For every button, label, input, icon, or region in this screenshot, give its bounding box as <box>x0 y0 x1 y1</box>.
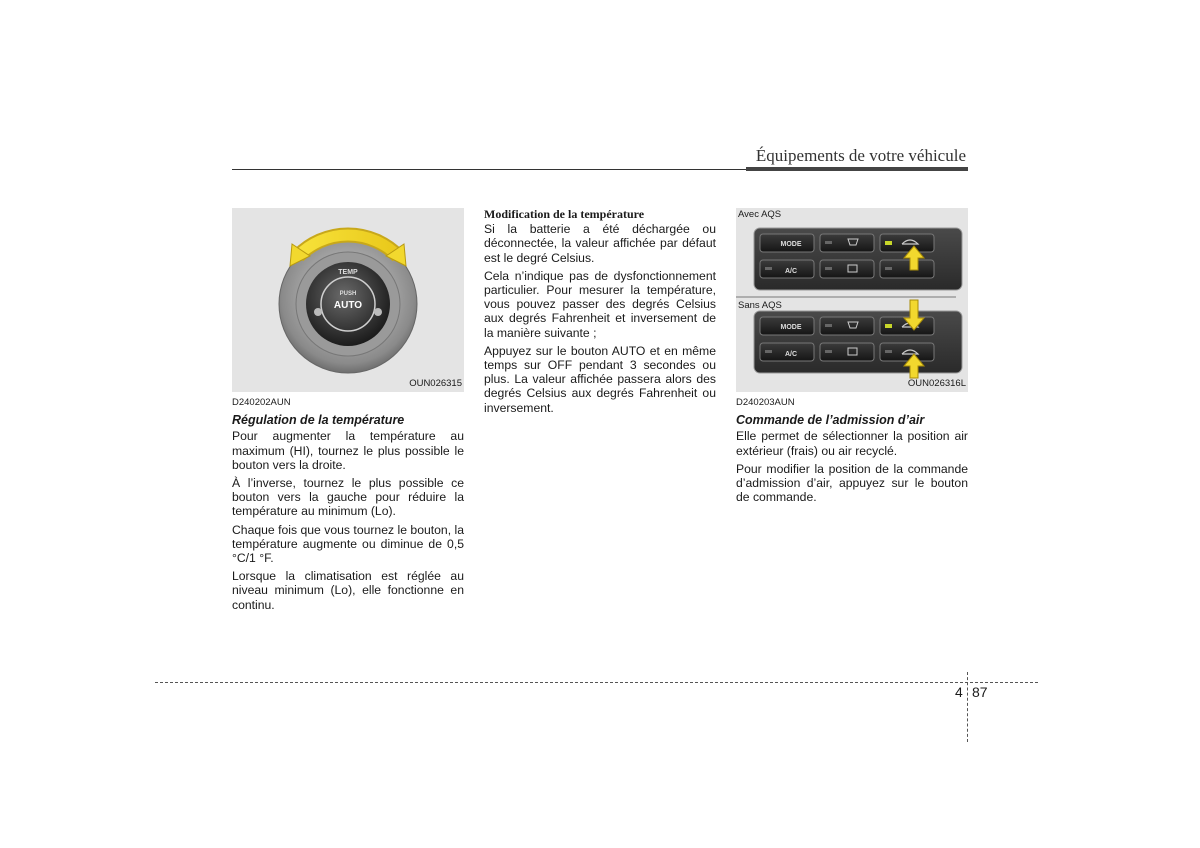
page-number: 87 <box>972 684 988 700</box>
knob-temp-label: TEMP <box>338 269 358 276</box>
figure-code-right: OUN026316L <box>907 378 966 389</box>
section-code: D240202AUN <box>232 397 291 408</box>
label-without-aqs: Sans AQS <box>738 300 782 311</box>
section-subtitle: Commande de l’admission d’air <box>736 413 925 428</box>
paragraph: Elle permet de sélectionner la position air extérieur (frais) ou air recyclé. <box>736 429 968 458</box>
paragraph: Pour modifier la position de la commande d’admission d’air, appuyez sur le bouton de commande. <box>736 461 968 505</box>
paragraph: Lorsque la climatisation est réglée au niveau minimum (Lo), elle fonctionne en continu. <box>232 569 464 612</box>
section-code: D240203AUN <box>736 397 795 408</box>
air-intake-figure <box>736 208 968 392</box>
temperature-knob-figure <box>232 208 464 392</box>
mode-button-label: MODE <box>780 241 802 248</box>
paragraph: Si la batterie a été déchargée ou déconnectée, la valeur affichée par défaut est le degré Celsius. <box>484 222 716 265</box>
section-subtitle: Régulation de la température <box>232 413 405 428</box>
ac-button-label-2: A/C <box>784 351 798 358</box>
figure-code-left: OUN026315 <box>409 378 462 389</box>
label-with-aqs: Avec AQS <box>738 209 782 220</box>
paragraph: Cela n’indique pas de dysfonctionnement particulier. Pour mesurer la température, vous pouvez passer des degrés Celsius aux degrés Fahrenheit et inversement de la manière suivante ; <box>484 268 716 340</box>
paragraph: Appuyez sur le bouton AUTO et en même temps sur OFF pendant 3 secondes ou plus. La valeur affichée passera alors des degrés Celsius aux degrés Fahrenheit ou inversement. <box>484 343 716 415</box>
temperature-knob-illustration <box>232 208 464 392</box>
mode-button-label-2: MODE <box>780 324 802 331</box>
paragraph: À l’inverse, tournez le plus possible ce bouton vers la gauche pour réduire la température au minimum (Lo). <box>232 476 464 519</box>
running-header: Équipements de votre véhicule <box>755 146 966 165</box>
header-accent-bar <box>746 167 968 171</box>
footer-rule <box>155 682 1038 683</box>
ac-button-label: A/C <box>784 268 798 275</box>
paragraph: Pour augmenter la température au maximum (HI), tournez le plus possible le bouton vers la droite. <box>232 429 464 472</box>
section-title: Modification de la température <box>484 207 645 221</box>
chapter-number: 4 <box>955 684 963 700</box>
knob-push-label: PUSH <box>339 291 357 297</box>
knob-auto-label: AUTO <box>333 300 363 311</box>
footer-divider <box>967 672 968 742</box>
paragraph: Chaque fois que vous tournez le bouton, la température augmente ou diminue de 0,5 °C/1 °F. <box>232 522 464 566</box>
right-column <box>736 396 968 508</box>
middle-column <box>484 207 716 419</box>
left-column <box>232 396 464 616</box>
